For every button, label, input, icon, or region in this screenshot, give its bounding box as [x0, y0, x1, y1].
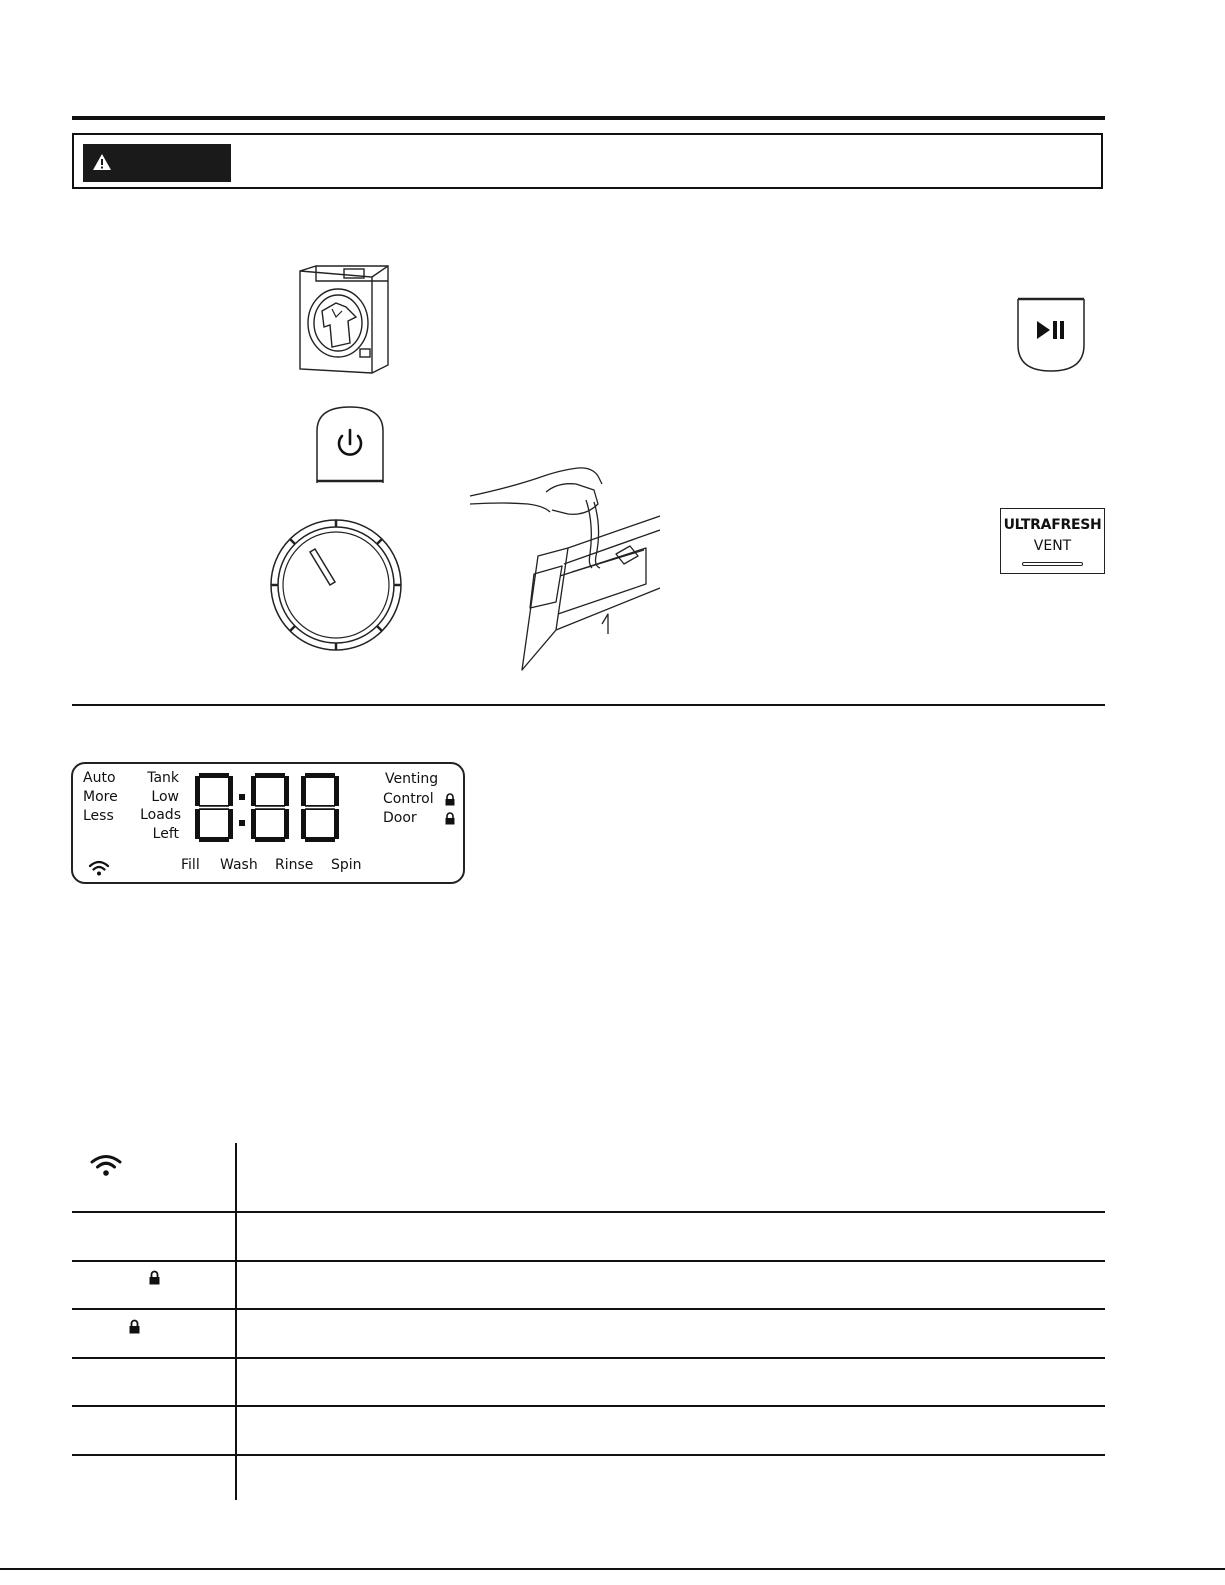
wifi-icon [88, 859, 110, 877]
lock-icon [444, 812, 456, 825]
start-pause-button[interactable] [1013, 297, 1089, 375]
detergent-pour-illustration [468, 464, 660, 676]
power-button[interactable] [314, 405, 386, 485]
lcd-wash-label: Wash [220, 857, 258, 873]
ultrafresh-vent-button[interactable] [1000, 508, 1105, 574]
vent-indicator-bar [1022, 562, 1083, 566]
lcd-auto-label: Auto [83, 770, 116, 786]
cycle-selector-dial[interactable] [268, 518, 404, 652]
lcd-less-label: Less [83, 808, 114, 824]
front-load-washer-icon [296, 265, 392, 375]
lcd-display [71, 762, 465, 884]
lcd-fill-label: Fill [181, 857, 200, 873]
lock-icon [148, 1270, 161, 1285]
vent-label: VENT [1033, 538, 1072, 554]
section-rule [72, 704, 1105, 706]
table-row-divider [72, 1454, 1105, 1456]
lcd-rinse-label: Rinse [275, 857, 314, 873]
warning-triangle-icon [92, 153, 112, 171]
lcd-door-label: Door [383, 810, 417, 826]
top-rule [72, 116, 1105, 120]
warning-label [83, 144, 231, 182]
table-column-divider [235, 1143, 237, 1500]
page-bottom-rule [0, 1568, 1225, 1570]
seven-segment-display [193, 772, 353, 844]
lcd-low-label: Low [151, 789, 179, 805]
lcd-spin-label: Spin [331, 857, 362, 873]
lock-icon [444, 793, 456, 806]
table-row-divider [72, 1308, 1105, 1310]
power-icon [339, 430, 361, 455]
play-pause-icon [1037, 321, 1064, 339]
table-row-divider [72, 1357, 1105, 1359]
ultrafresh-label: ULTRAFRESH [1003, 517, 1102, 533]
lcd-more-label: More [83, 789, 118, 805]
wifi-icon [90, 1153, 122, 1177]
table-row-divider [72, 1211, 1105, 1213]
lcd-venting-label: Venting [385, 771, 439, 787]
table-row-divider [72, 1260, 1105, 1262]
lcd-control-label: Control [383, 791, 434, 807]
lock-icon [128, 1319, 141, 1334]
lcd-tank-label: Tank [147, 770, 179, 786]
table-row-divider [72, 1405, 1105, 1407]
lcd-left-label: Left [152, 826, 179, 842]
lcd-loads-label: Loads [140, 807, 181, 823]
